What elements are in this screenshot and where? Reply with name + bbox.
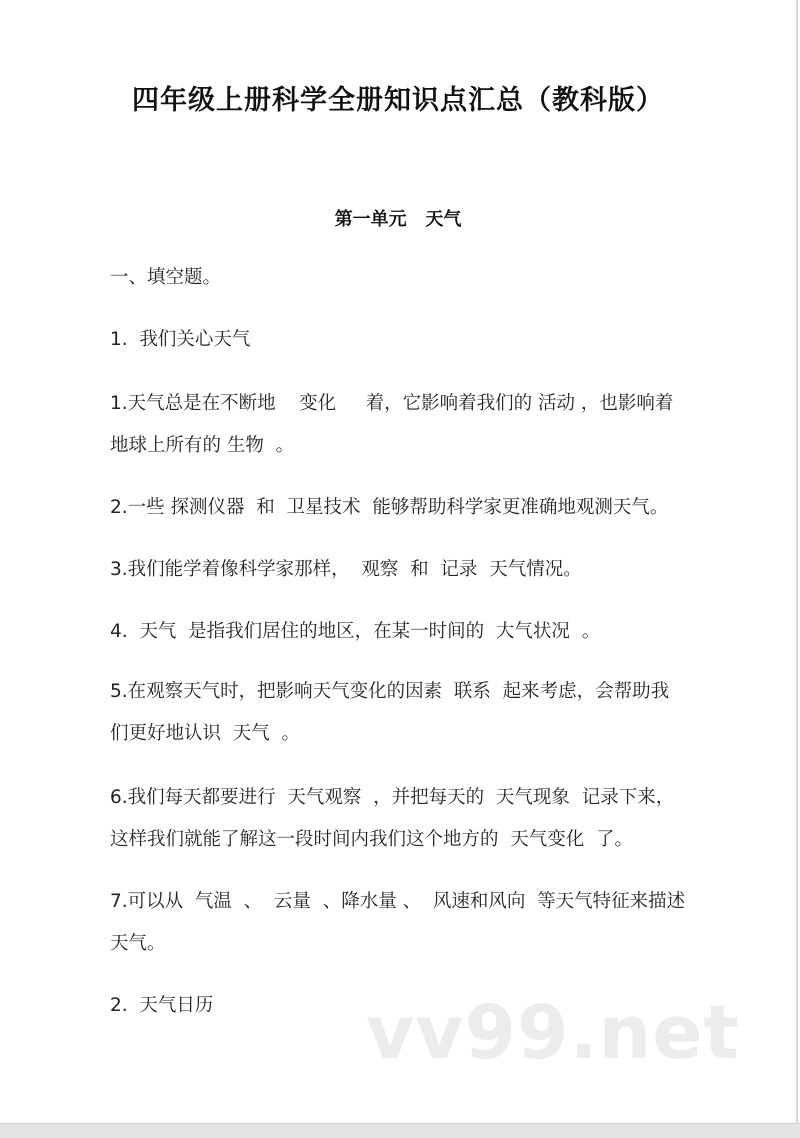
item-line: 3.我们能学着像科学家那样， 观察 和 记录 天气情况。 bbox=[110, 559, 582, 580]
section-heading: 一、填空题。 bbox=[110, 267, 222, 288]
lesson-heading: 1. 我们关心天气 bbox=[110, 329, 251, 350]
unit-heading: 第一单元 天气 bbox=[334, 209, 462, 230]
lesson-heading: 2. 天气日历 bbox=[110, 995, 214, 1016]
item-line: 天气。 bbox=[110, 933, 166, 954]
item-line: 7.可以从 气温 、 云量 、降水量 、 风速和风向 等天气特征来描述 bbox=[110, 891, 686, 912]
item-line: 4. 天气 是指我们居住的地区，在某一时间的 大气状况 。 bbox=[110, 621, 601, 642]
document-title: 四年级上册科学全册知识点汇总（教科版） bbox=[132, 85, 664, 116]
page-bottom-edge bbox=[0, 1123, 800, 1138]
item-line: 地球上所有的 生物 。 bbox=[110, 435, 295, 456]
item-line: 5.在观察天气时，把影响天气变化的因素 联系 起来考虑，会帮助我 bbox=[110, 681, 670, 702]
item-line: 2.一些 探测仪器 和 卫星技术 能够帮助科学家更准确地观测天气。 bbox=[110, 497, 669, 518]
item-line: 们更好地认识 天气 。 bbox=[110, 723, 301, 744]
item-line: 这样我们就能了解这一段时间内我们这个地方的 天气变化 了。 bbox=[110, 829, 634, 850]
watermark: vv99.net bbox=[366, 990, 740, 1076]
item-line: 6.我们每天都要进行 天气观察 ，并把每天的 天气现象 记录下来， bbox=[110, 787, 675, 808]
item-line: 1.天气总是在不断地 变化 着，它影响着我们的 活动 ，也影响着 bbox=[110, 393, 674, 414]
